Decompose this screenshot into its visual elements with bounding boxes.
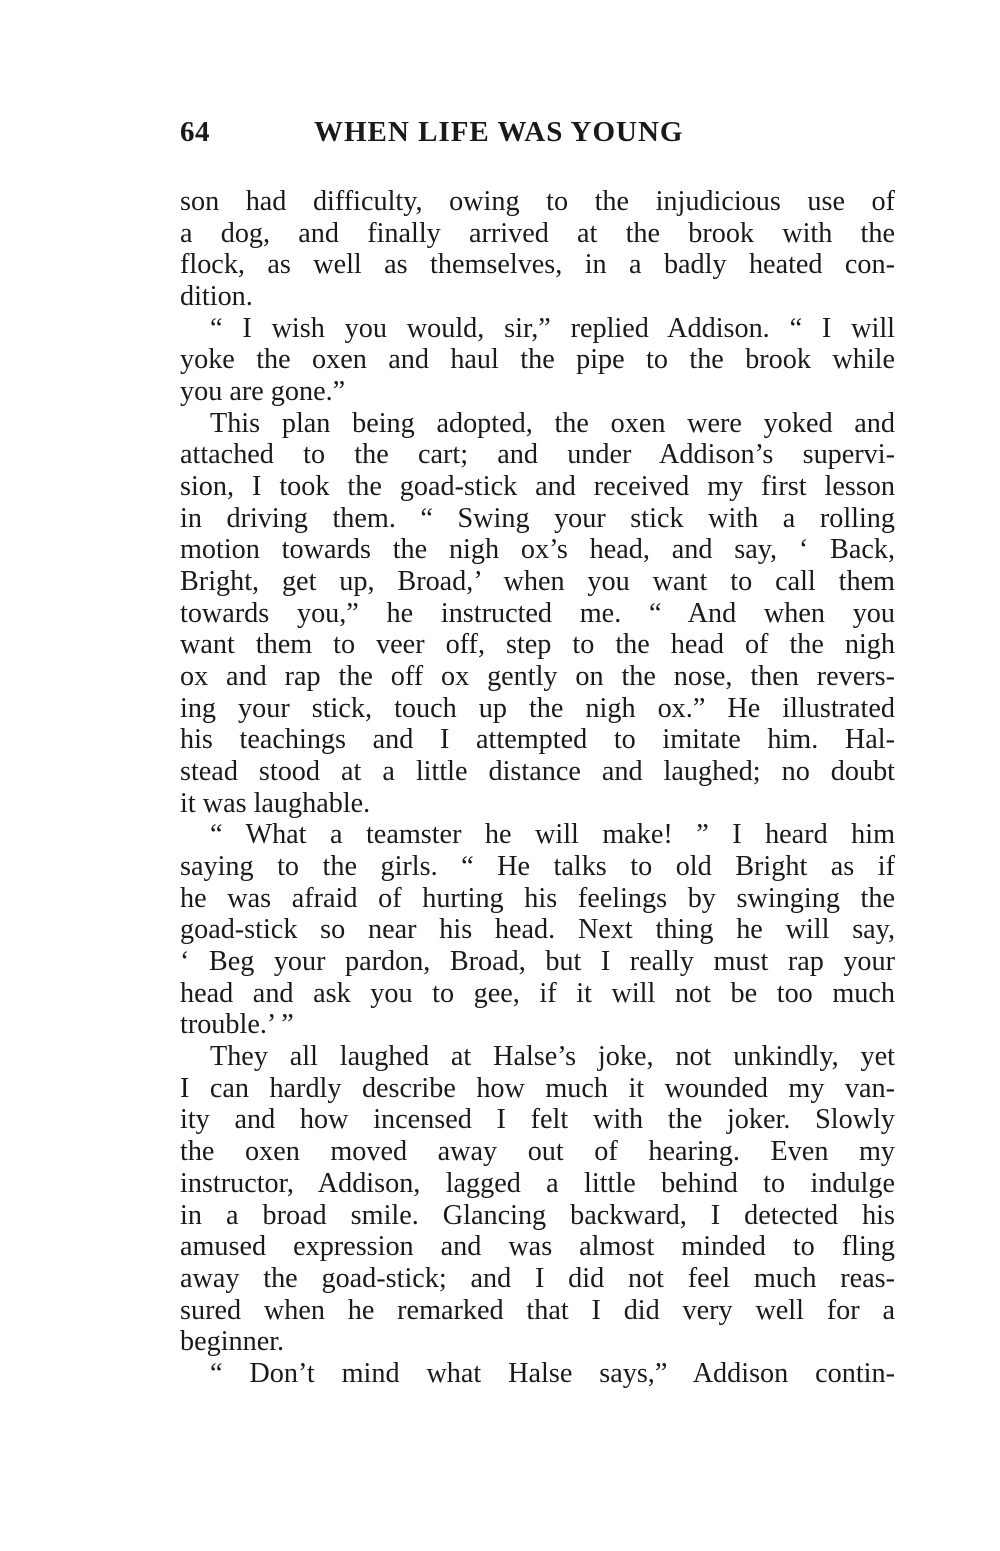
text-line: ox and rap the off ox gently on the nose, then revers- xyxy=(180,661,895,693)
text-line: flock, as well as themselves, in a badly heated con- xyxy=(180,249,895,281)
text-line: goad-stick so near his head. Next thing he will say, xyxy=(180,914,895,946)
text-line: his teachings and I attempted to imitate him. Hal- xyxy=(180,724,895,756)
text-line: yoke the oxen and haul the pipe to the brook while xyxy=(180,344,895,376)
text-line: away the goad-stick; and I did not feel much reas- xyxy=(180,1262,895,1294)
text-line: “ Don’t mind what Halse says,” Addison contin- xyxy=(210,1357,895,1389)
text-line: in a broad smile. Glancing backward, I detected his xyxy=(180,1199,895,1231)
text-line: a dog, and finally arrived at the brook with the xyxy=(180,217,895,249)
text-line: trouble.’ ” xyxy=(180,1009,294,1041)
text-line: This plan being adopted, the oxen were yoked and xyxy=(210,407,895,439)
text-line: stead stood at a little distance and laughed; no doubt xyxy=(180,756,895,788)
text-line: head and ask you to gee, if it will not be too much xyxy=(180,977,895,1009)
text-line: Bright, get up, Broad,’ when you want to call them xyxy=(180,566,895,598)
text-line: dition. xyxy=(180,281,253,313)
text-line: instructor, Addison, lagged a little behind to indulge xyxy=(180,1167,895,1199)
text-line: motion towards the nigh ox’s head, and say, ‘ Back, xyxy=(180,534,895,566)
text-line: you are gone.” xyxy=(180,376,346,408)
text-line: son had difficulty, owing to the injudicious use of xyxy=(180,186,895,217)
text-line: he was afraid of hurting his feelings by swinging the xyxy=(180,882,895,914)
text-line: the oxen moved away out of hearing. Even my xyxy=(180,1136,895,1168)
text-line: sion, I took the goad-stick and received my first lesson xyxy=(180,471,895,503)
text-line: I can hardly describe how much it wounded my van- xyxy=(180,1072,895,1104)
text-line: “ I wish you would, sir,” replied Addison. “ I will xyxy=(210,312,895,344)
text-line: in driving them. “ Swing your stick with a rolling xyxy=(180,502,895,534)
text-line: it was laughable. xyxy=(180,787,371,819)
page-number: 64 xyxy=(180,116,210,148)
running-title: WHEN LIFE WAS YOUNG xyxy=(314,116,684,148)
text-line: sured when he remarked that I did very well for a xyxy=(180,1294,895,1326)
text-line: want them to veer off, step to the head of the nigh xyxy=(180,629,895,661)
text-line: saying to the girls. “ He talks to old Bright as if xyxy=(180,851,895,883)
text-line: amused expression and was almost minded to fling xyxy=(180,1231,895,1263)
text-line: beginner. xyxy=(180,1326,285,1358)
body-text xyxy=(180,186,895,1390)
text-line: towards you,” he instructed me. “ And when you xyxy=(180,597,895,629)
text-line: ing your stick, touch up the nigh ox.” He illustrated xyxy=(180,692,895,724)
text-line: ity and how incensed I felt with the joker. Slowly xyxy=(180,1104,895,1136)
text-line: attached to the cart; and under Addison’s supervi- xyxy=(180,439,895,471)
text-line: They all laughed at Halse’s joke, not unkindly, yet xyxy=(210,1041,895,1073)
text-line: ‘ Beg your pardon, Broad, but I really must rap your xyxy=(180,946,895,978)
text-line: “ What a teamster he will make! ” I heard him xyxy=(210,819,895,851)
running-header xyxy=(180,116,895,156)
